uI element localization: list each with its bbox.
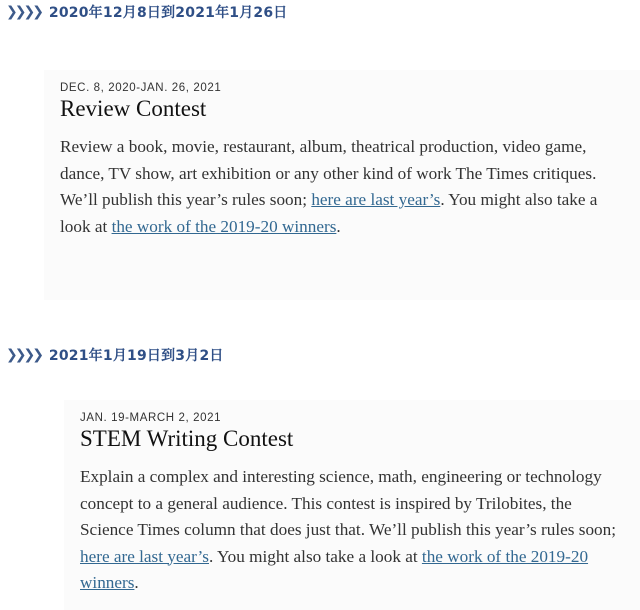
contest-dates: JAN. 19-MARCH 2, 2021	[80, 412, 222, 424]
chevrons-right-icon: ❯❯❯❯	[6, 4, 41, 20]
description-text: .	[134, 573, 139, 592]
description-text: . You might also take a look at	[60, 190, 598, 236]
chevrons-right-icon: ❯❯❯❯	[6, 347, 41, 363]
contest-dates: DEC. 8, 2020-JAN. 26, 2021	[60, 82, 222, 94]
section-title: 2021年1月19日到3月2日	[48, 348, 224, 364]
contest-description	[80, 464, 624, 597]
section-header	[6, 345, 224, 365]
contest-title: Review Contest	[60, 96, 207, 121]
description-text: .	[336, 216, 341, 236]
contest-card	[64, 400, 640, 610]
contest-card	[44, 70, 640, 300]
section-header	[6, 2, 288, 22]
last-year-rules-link[interactable]: here are last year’s	[311, 190, 441, 209]
winners-work-link[interactable]: the work of the 2019-20 winners	[80, 546, 589, 592]
last-year-rules-link[interactable]: here are last year’s	[80, 546, 209, 566]
description-text: Explain a complex and interesting science, math, engineering or technology concept to a general audience. This contest is inspired by Trilobites, the Science Times column that does just that. We’ll publish this year’s rules soon;	[80, 467, 616, 539]
contest-description	[60, 134, 624, 240]
description-text: Review a book, movie, restaurant, album, theatrical production, video game, dance, TV show, art exhibition or any other kind of work The Times critiques. We’ll publish this year’s rules soon;	[60, 137, 597, 209]
winners-work-link[interactable]: the work of the 2019-20 winners	[111, 216, 337, 236]
section-title: 2020年12月8日到2021年1月26日	[48, 5, 288, 21]
description-text: . You might also take a look at	[209, 546, 422, 566]
contest-title: STEM Writing Contest	[80, 426, 294, 451]
